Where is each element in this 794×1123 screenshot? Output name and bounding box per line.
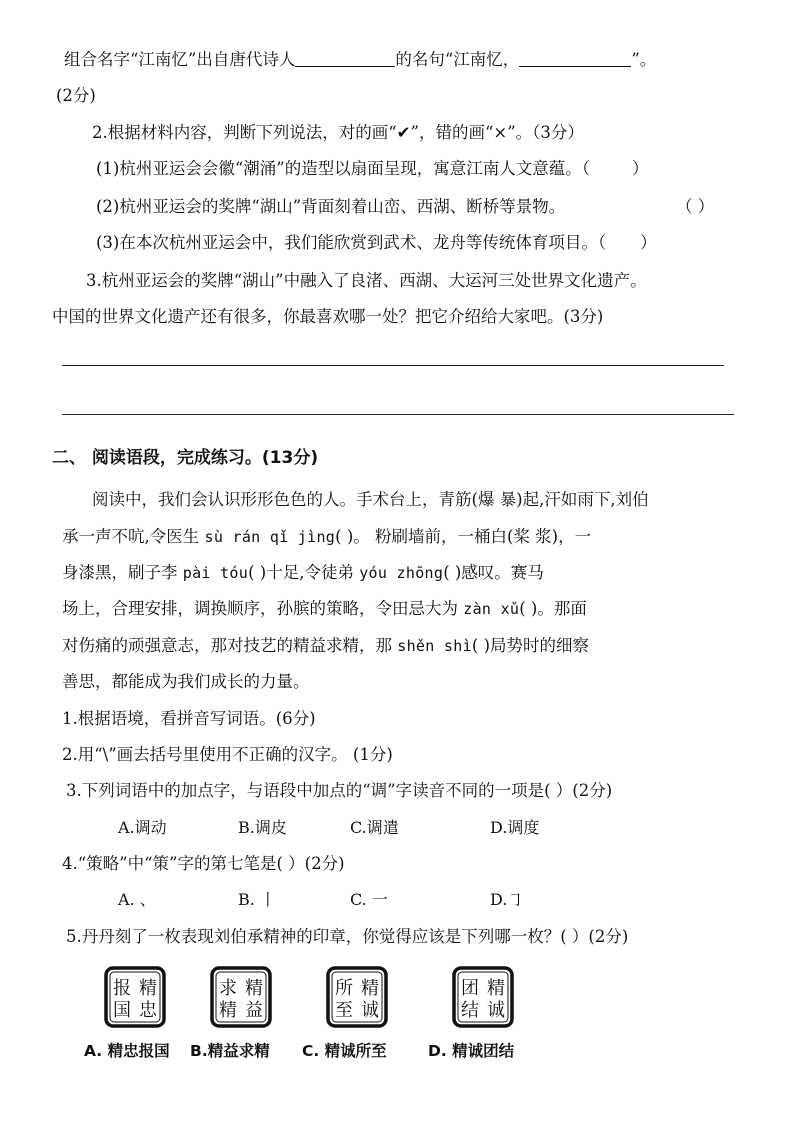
para-line-3 bbox=[62, 561, 544, 585]
q1-text-b: 的名句“江南忆， bbox=[395, 50, 520, 69]
q3-option-d[interactable]: D.调度 bbox=[490, 818, 540, 837]
para-l3-a: 身漆黑，刷子李 bbox=[62, 563, 178, 582]
seal-b-char-4: 益 bbox=[245, 1000, 263, 1021]
seal-c-label[interactable]: C. 精诚所至 bbox=[302, 1042, 387, 1060]
q2-item-1 bbox=[96, 157, 649, 181]
s2-q5: 5.丹丹刻了一枚表现刘伯承精神的印章，你觉得应该是下列哪一枚？( ）(2分) bbox=[66, 927, 629, 946]
seal-a-char-2: 精 bbox=[139, 978, 157, 999]
seal-d-char-2: 精 bbox=[487, 978, 505, 999]
seal-c-char-4: 诚 bbox=[361, 1000, 379, 1021]
pinyin-you-zhong: yóu zhōng bbox=[359, 564, 444, 582]
q3-option-c[interactable]: C.调遣 bbox=[350, 818, 399, 837]
q4-option-c[interactable]: C. 一 bbox=[350, 890, 388, 909]
seal-c-char-1: 所 bbox=[335, 978, 353, 999]
seal-c-char-2: 精 bbox=[361, 978, 379, 999]
para-line-1: 阅读中，我们会认识形形色色的人。手术台上，青筋(爆 暴)起,汗如雨下,刘伯 bbox=[92, 490, 649, 509]
pinyin-su-ran-qi-jing: sù rán qǐ jìng bbox=[204, 528, 336, 546]
pinyin-shen-shi: shěn shì bbox=[397, 637, 472, 655]
poet-blank[interactable] bbox=[295, 48, 395, 67]
section-2-heading: 二、 阅读语段，完成练习。(13分) bbox=[52, 448, 319, 468]
seal-a-char-1: 报 bbox=[113, 978, 131, 999]
q1-text-c: ”。 bbox=[631, 50, 657, 69]
seal-a-char-3: 国 bbox=[113, 1000, 131, 1021]
pinyin-pai-tou: pài tóu bbox=[182, 564, 249, 582]
answer-line-2[interactable] bbox=[62, 414, 734, 415]
para-l2-b: ( )。 粉刷墙前，一桶白(桨 浆)，一 bbox=[335, 527, 592, 546]
seal-b-image[interactable] bbox=[210, 966, 272, 1028]
s2-q1: 1.根据语境，看拼音写词语。(6分) bbox=[62, 709, 316, 728]
pinyin-zan-xu: zàn xǔ bbox=[463, 600, 520, 618]
poem-blank[interactable] bbox=[519, 48, 631, 67]
q2-instruction: 2.根据材料内容，判断下列说法，对的画“✔”，错的画“×”。（3分） bbox=[92, 123, 584, 142]
q2-item-2-text: (2)杭州亚运会的奖牌“湖山”背面刻着山峦、西湖、断桥等景物。 bbox=[96, 197, 566, 216]
seal-d-char-4: 诚 bbox=[487, 1000, 505, 1021]
q2-item-1-text: (1)杭州亚运会会徽“潮涌”的造型以扇面呈现，寓意江南人文意蕴。（ bbox=[96, 159, 590, 178]
q2-item-3-close: ） bbox=[640, 233, 657, 252]
para-l4-a: 场上，合理安排，调换顺序，孙膑的策略，令田忌大为 bbox=[62, 599, 458, 618]
para-l4-b: ( )。那面 bbox=[519, 599, 587, 618]
para-l2-a: 承一声不吭,令医生 bbox=[62, 527, 200, 546]
q2-item-2-answer[interactable]: （ ） bbox=[676, 197, 715, 216]
seal-d-char-3: 结 bbox=[461, 1000, 479, 1021]
q1-score: (2分) bbox=[56, 86, 96, 105]
seal-b-char-1: 求 bbox=[219, 978, 237, 999]
para-l3-b: ( )十足,令徒弟 bbox=[248, 563, 354, 582]
q3-option-a[interactable]: A.调动 bbox=[118, 818, 167, 837]
q2-item-1-close: ） bbox=[632, 159, 649, 178]
q2-item-2 bbox=[96, 195, 565, 219]
s2-q4: 4.“策略”中“策”字的第七笔是( ）(2分) bbox=[62, 854, 345, 873]
para-l5-b: ( )局势时的细察 bbox=[471, 636, 590, 655]
q3-line-2: 中国的世界文化遗产还有很多，你最喜欢哪一处？把它介绍给大家吧。(3分) bbox=[52, 307, 604, 326]
seal-d-image[interactable] bbox=[452, 966, 514, 1028]
seal-d-label[interactable]: D. 精诚团结 bbox=[428, 1042, 515, 1060]
seal-a-image[interactable] bbox=[104, 966, 166, 1028]
seal-c-image[interactable] bbox=[326, 966, 388, 1028]
seal-b-char-3: 精 bbox=[219, 1000, 237, 1021]
q3-option-b[interactable]: B.调皮 bbox=[238, 818, 287, 837]
q2-item-3 bbox=[96, 231, 657, 255]
seal-b-char-2: 精 bbox=[245, 978, 263, 999]
para-line-5 bbox=[62, 634, 589, 658]
s2-q3: 3.下列词语中的加点字，与语段中加点的“调”字读音不同的一项是( ）(2分) bbox=[66, 781, 613, 800]
para-l5-a: 对伤痛的顽强意志，那对技艺的精益求精，那 bbox=[62, 636, 392, 655]
para-l3-c: ( )感叹。赛马 bbox=[443, 563, 544, 582]
para-line-2 bbox=[62, 525, 591, 549]
seal-c-char-3: 至 bbox=[335, 1000, 353, 1021]
q1-text-a: 组合名字“江南忆”出自唐代诗人 bbox=[64, 50, 296, 69]
q4-option-b[interactable]: B. 丨 bbox=[238, 890, 276, 909]
s2-q2: 2.用“\”画去括号里使用不正确的汉字。 (1分) bbox=[62, 745, 393, 764]
seal-a-char-4: 忠 bbox=[139, 1000, 157, 1021]
seal-d-char-1: 团 bbox=[461, 978, 479, 999]
q2-item-3-text: (3)在本次杭州亚运会中，我们能欣赏到武术、龙舟等传统体育项目。（ bbox=[96, 233, 607, 252]
q4-option-a[interactable]: A. 、 bbox=[118, 890, 156, 909]
seal-a-label[interactable]: A. 精忠报国 bbox=[84, 1042, 170, 1060]
q4-option-d[interactable]: D.㇆ bbox=[490, 890, 524, 909]
para-line-4 bbox=[62, 597, 587, 621]
q1-line-1 bbox=[64, 48, 656, 72]
seal-b-label[interactable]: B.精益求精 bbox=[190, 1042, 270, 1060]
para-line-6: 善思，都能成为我们成长的力量。 bbox=[62, 672, 310, 691]
answer-line-1[interactable] bbox=[62, 365, 724, 366]
q3-line-1: 3.杭州亚运会的奖牌“湖山”中融入了良渚、西湖、大运河三处世界文化遗产。 bbox=[86, 271, 647, 290]
